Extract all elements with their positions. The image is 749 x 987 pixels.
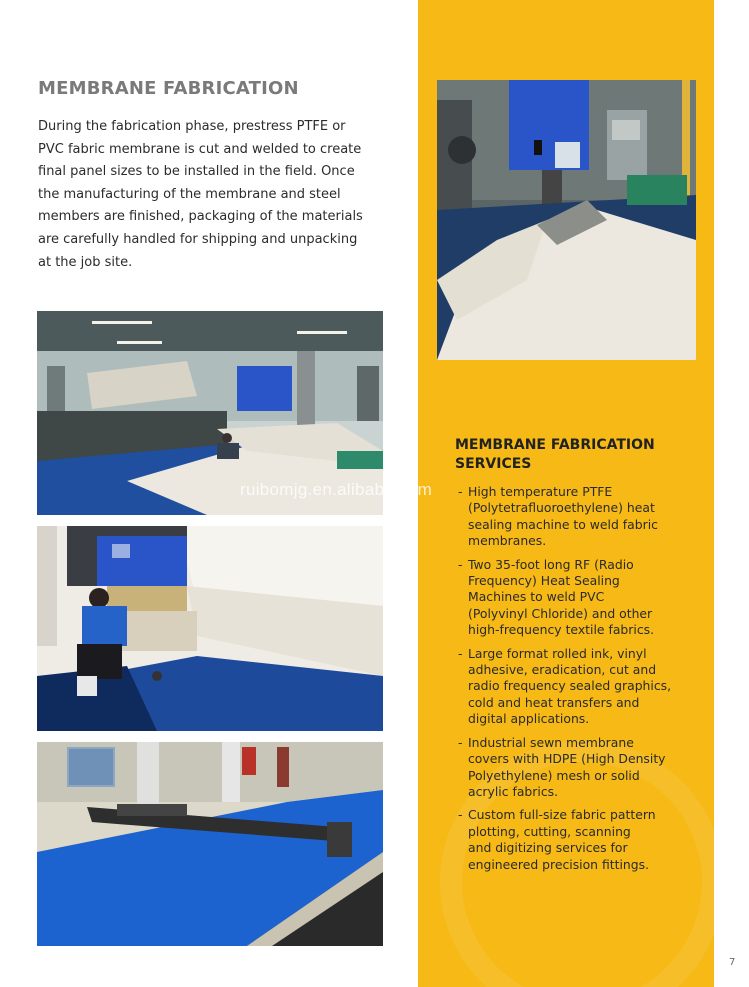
service-line: (Polyvinyl Chloride) and other	[468, 605, 653, 621]
service-line: Polyethylene) mesh or solid	[468, 767, 640, 783]
page-number: 7	[729, 957, 736, 968]
service-line: radio frequency sealed graphics,	[468, 678, 672, 694]
bullet-dash: -	[458, 484, 463, 499]
bullet-dash: -	[458, 734, 463, 750]
intro-line: the manufacturing of the membrane and steel	[38, 186, 341, 202]
services-panel	[418, 0, 714, 987]
service-line: adhesive, eradication, cut and	[468, 662, 657, 678]
intro-line: final panel sizes to be installed in the field. Once	[38, 164, 355, 180]
intro-line: at the job site.	[38, 254, 133, 270]
operator-sealing-photo	[37, 526, 383, 731]
service-line: engineered precision fittings.	[468, 856, 650, 872]
service-line: plotting, cutting, scanning	[468, 823, 631, 839]
service-item	[455, 557, 705, 639]
services-heading	[455, 436, 695, 474]
services-list	[455, 484, 705, 880]
service-line: high-frequency textile fabrics.	[468, 622, 655, 638]
intro-line: During the fabrication phase, prestress PTFE or	[38, 119, 346, 134]
service-line: covers with HDPE (High Density	[468, 751, 666, 767]
intro-line: PVC fabric membrane is cut and welded to create	[38, 141, 362, 157]
service-item	[455, 807, 705, 873]
service-line: and digitizing services for	[468, 840, 628, 856]
service-line: Machines to weld PVC	[468, 589, 605, 605]
service-line: sealing machine to weld fabric	[468, 516, 658, 532]
welding-machine-photo	[437, 80, 696, 360]
intro-line: members are finished, packaging of the materials	[38, 209, 363, 225]
service-item	[455, 646, 705, 728]
service-line: acrylic fabrics.	[468, 783, 559, 799]
service-line: Industrial sewn membrane	[468, 734, 634, 750]
services-heading-line: SERVICES	[455, 456, 532, 472]
service-line: (Polytetrafluoroethylene) heat	[468, 500, 655, 516]
intro-paragraph	[38, 116, 368, 274]
cutting-table-photo	[37, 742, 383, 946]
service-item	[455, 484, 705, 550]
intro-line: are carefully handled for shipping and unpacking	[38, 231, 358, 247]
service-line: digital applications.	[468, 711, 590, 727]
service-line: Large format rolled ink, vinyl	[468, 645, 647, 661]
service-line: High temperature PTFE	[468, 484, 613, 499]
bullet-dash: -	[458, 807, 463, 823]
page-heading: MEMBRANE FABRICATION	[38, 78, 299, 99]
services-heading-line: MEMBRANE FABRICATION	[455, 437, 655, 453]
service-line: membranes.	[468, 533, 547, 549]
service-line: Two 35-foot long RF (Radio	[468, 556, 634, 572]
bullet-dash: -	[458, 645, 463, 661]
service-line: Frequency) Heat Sealing	[468, 573, 620, 589]
site-watermark: ruibomjg.en.alibaba.com	[240, 480, 433, 499]
service-line: Custom full-size fabric pattern	[468, 807, 656, 823]
service-line: cold and heat transfers and	[468, 694, 640, 710]
bullet-dash: -	[458, 556, 463, 572]
service-item	[455, 735, 705, 801]
